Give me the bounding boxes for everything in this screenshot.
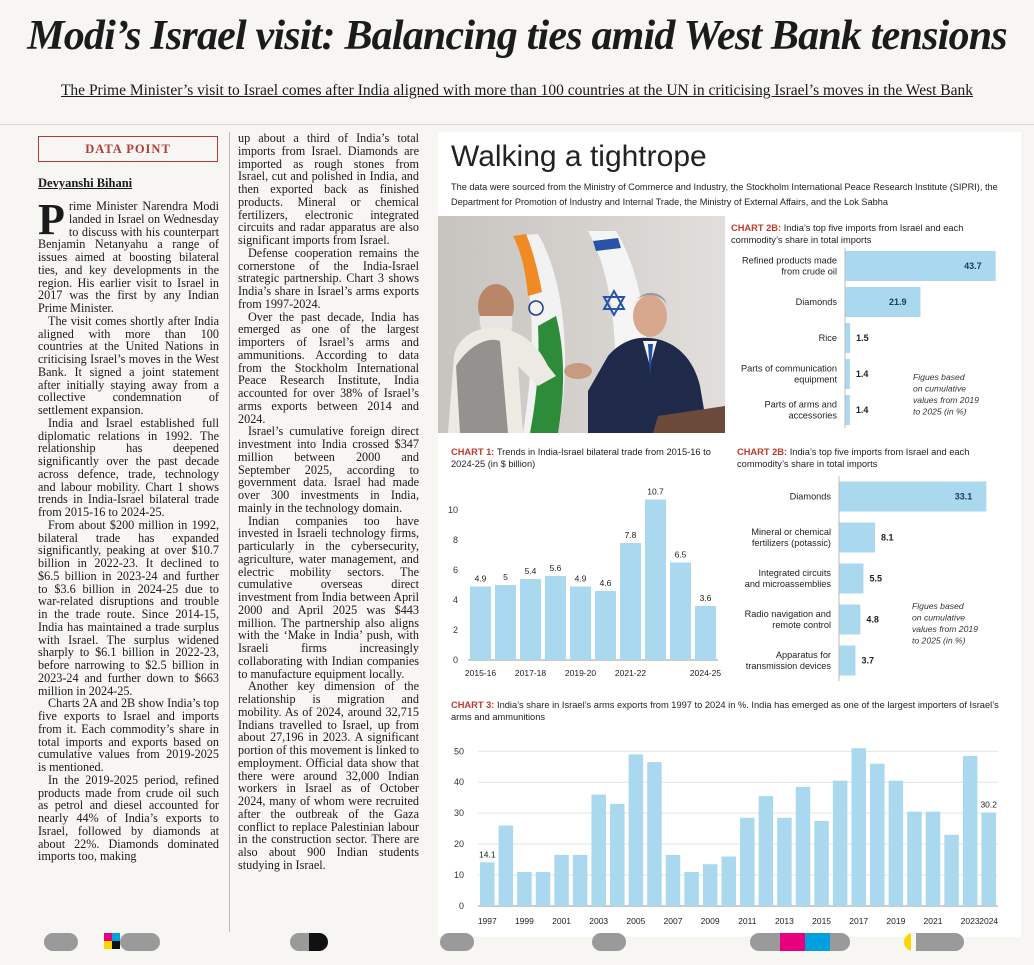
registration-mark [44,933,78,951]
chart2b-value-label: 4.8 [866,614,879,625]
chart3-xtick: 2024 [979,916,999,926]
chart1-value-label: 3.6 [699,593,712,603]
chart2b-note: Figues based [912,601,964,611]
chart2a-category-label: Parts of arms and [764,399,837,410]
chart2b-category-label: Mineral or chemical [751,527,831,537]
chart3-xtick: 2019 [886,916,906,926]
chart1-ytick: 6 [452,565,458,575]
paragraph: up about a third of India’s total imports from Israel. Diamonds are imported as rough stones from Israel, cut and polished in India, and then exported back as finished products. Mineral or chemical fertilizers, electronic integrated circuits and radar apparatus are also significant imports from Israel. [238,132,419,247]
chart2b-category-label: Integrated circuits [758,568,831,578]
chart2a-bar [845,323,850,353]
chart2b-value-label: 5.5 [869,573,882,584]
chart1-value-label: 6.5 [674,549,687,560]
top-divider [0,124,1034,125]
chart3-value-label: 14.1 [479,849,496,860]
subheadline-text: The Prime Minister’s visit to Israel comes after India aligned with more than 100 countries at the UN in criticising Israel’s moves in the West Bank [60,82,974,99]
headline: Modi’s Israel visit: Balancing ties amid West Bank tensions [27,13,1007,59]
chart3-xtick: 2021 [923,916,943,926]
chart2a-value-label: 1.5 [856,333,869,343]
chart3-title: CHART 3: India’s share in Israel’s arms exports from 1997 to 2024 in %. India has emerged as one of the largest importers of Israel’s arms and ammunitions [451,700,999,722]
chart3-bar [536,872,550,906]
chart2b-category-label: and microassemblies [744,579,831,589]
chart2a-note: to 2025 (in %) [913,406,967,417]
chart2b-value-label: 33.1 [954,491,973,502]
chart2b-value-label: 3.7 [861,655,874,666]
byline: Devyanshi Bihani [38,176,133,190]
chart1-value-label: 5 [503,572,508,582]
chart3-bar [647,762,661,906]
chart3-bar [777,818,791,906]
chart3-xtick: 2005 [626,916,646,926]
article-column-2 [238,132,419,934]
chart3-bar [573,855,587,906]
chart2a-category-label: Refined products made [742,255,837,266]
chart2b-note: on cumulative [912,612,966,623]
paragraph: From about $200 million in 1992, bilateral trade has expanded significantly, peaking at over $10.7 billion in 2022-23. It declined to $6.5 billion in 2023-24 and further to $3.6 billion in 2024-25 due to war-related disruptions and trouble in the trade route. Since 2014-15, India has maintained a trade surplus with Israel. The surplus widened sharply to $6.1 billion in 2022-23, before narrowing to $2.5 billion in 2023-24 and further down to $663 million in 2024-25. [38,517,219,698]
chart2a-category-label: Parts of communication [741,363,837,374]
chart2b-imports [727,476,1021,686]
paragraph: India and Israel established full diplomatic relations in 1992. The relationship has deepened significantly over the past decade across defence, trade, technology and labour mobility. Chart 1 shows trends in India-Israel bilateral trade from 2015-16 to 2024-25. [38,415,219,519]
chart1-bar [470,587,491,661]
chart3-bar [870,764,884,906]
chart1-ytick: 0 [452,655,458,665]
chart3-value-label: 30.2 [980,799,997,810]
chart3-bar [666,855,680,906]
chart3-bar [889,781,903,906]
chart1-bar [670,563,691,661]
paragraph: Charts 2A and 2B show India’s top five exports to Israel and imports from it. Each commodity’s share in total imports and exports based on cumulative values from 2019-2025 is mentioned. [38,696,219,774]
article-column-1 [38,200,219,934]
chart3-xtick: 2017 [849,916,869,926]
chart1-bar [695,606,716,660]
chart3-ytick: 50 [453,746,464,757]
chart3-bar [944,835,958,906]
leaders-handshake-photo [438,216,725,433]
chart2b-bar [839,605,860,635]
chart3-xtick: 2011 [738,916,757,926]
chart3-bar [610,804,624,906]
chart3-xtick: 2015 [812,916,832,926]
chart2b-title: CHART 2B: India’s top five imports from Israel and each commodity’s share in total imports [737,447,970,469]
chart1-bar [620,543,641,660]
chart2a-category-label: accessories [788,410,837,421]
chart1-value-label: 7.8 [624,530,637,540]
chart1-value-label: 4.6 [599,578,612,588]
chart3-bar [926,812,940,906]
chart2b-category-label: transmission devices [745,661,831,671]
chart2a-value-label: 1.4 [855,369,869,379]
chart1-value-label: 5.6 [549,563,562,573]
photo-illustration [438,216,725,433]
chart1-bar [570,587,591,661]
chart3-ytick: 10 [453,870,464,881]
chart3-bar [480,862,494,906]
chart3-xtick: 2013 [774,916,794,926]
chart2b-bar [839,523,875,553]
chart1-xtick: 2021-22 [614,668,647,678]
chart3-bar [814,821,828,906]
chart3-ytick: 20 [453,839,464,850]
chart2b-category-label: Radio navigation and [744,609,831,619]
chart1-xtick: 2017-18 [514,668,547,678]
chart2a-category-label: Diamonds [795,297,837,307]
paragraph: rime Minister Narendra Modi landed in Israel on Wednesday to discuss with his counterpart Benjamin Netanyahu a range of issues aimed at boosting bilateral ties, and key developments in the region. His earlier visit to Israel in 2017 was the first by any Indian Prime Minister. [38,200,219,315]
chart1-bar [520,579,541,660]
chart1-value-label: 4.9 [474,573,487,584]
paragraph: Another key dimension of the relationship is migration and mobility. As of 2024, around 32,715 Indians travelled to Israel, up from about 27,196 in 2023. A significant portion of this movement is linked to employment. Official data show that there were around 32,000 Indian workers in Israel as of October 2024, many of whom were recruited after the outbreak of the Gaza conflict to replace Palestinian labour in the construction sector. There are also about 900 Indian students studying in Israel. [238,679,419,872]
chart3-ytick: 0 [458,901,464,911]
chart3-bar [907,812,921,906]
chart2a-note: Figues based [913,372,965,382]
chart1-bar [595,591,616,660]
paragraph: Indian companies too have invested in Israeli technology firms, particularly in the cybersecurity, agriculture, water management, and electric mobility sectors. The cumulative overseas direct investment from India between April 2000 and April 2025 was $443 million. The partnership also aligns with the ‘Make in India’ push, with Israeli firms increasingly collaborating with Indian companies to manufacture equipment locally. [238,513,419,681]
chart1-ytick: 2 [452,625,458,635]
chart2b-category-label: remote control [772,620,831,630]
chart1-ytick: 10 [447,505,458,515]
data-point-label: DATA POINT [38,136,218,162]
chart3-bar [517,872,531,906]
chart2a-category-label: Rice [818,333,837,343]
registration-mark [750,933,850,951]
paragraph: Defense cooperation remains the cornerstone of the India-Israel strategic partnership. Chart 3 shows India’s share in Israel’s arms exports from 1997-2024. [238,245,419,311]
chart1-value-label: 5.4 [524,566,537,576]
chart1-xtick: 2015-16 [464,668,497,678]
chart1-bilateral-trade [440,472,728,688]
chart2a-bar [845,287,920,317]
chart2a-bar [845,359,850,389]
chart3-bar [963,756,977,906]
chart3-arms-share [440,736,1020,932]
chart3-bar [740,818,754,906]
chart3-bar [981,813,995,906]
registration-mark [440,933,474,951]
chart2b-note: values from 2019 [912,624,978,634]
chart3-bar [703,864,717,906]
graphic-title: Walking a tightrope [451,140,707,173]
chart1-bar [545,576,566,660]
chart2a-category-label: from crude oil [781,266,837,277]
chart3-xtick: 2007 [663,916,683,926]
chart1-value-label: 4.9 [574,573,587,584]
chart2a-note: on cumulative [913,383,967,394]
chart2a-note: values from 2019 [913,395,979,405]
chart2b-category-label: fertilizers (potassic) [751,538,831,548]
chart3-ytick: 30 [453,808,464,819]
column-divider [229,132,230,932]
drop-cap: P [38,200,65,244]
chart3-bar [851,748,865,906]
source-note: The data were sourced from the Ministry of Commerce and Industry, the Stockholm International Peace Research Institute (SIPRI), the Department for Promotion of Industry and Internal Trade, the Ministry of External Affairs, and the Lok Sabha [451,182,998,207]
chart3-bar [499,826,513,906]
chart3-xtick: 2009 [700,916,720,926]
chart1-xtick: 2019-20 [564,668,597,678]
chart1-value-label: 10.7 [647,486,664,497]
chart2a-value-label: 43.7 [964,261,982,271]
chart3-xtick: 1997 [477,916,497,926]
paragraph: Israel’s cumulative foreign direct investment into India crossed $347 million between 2000 and September 2025, according to government data. Israel had made over 300 investments in India, mainly in the technology domain. [238,424,419,515]
subheadline [0,82,1034,100]
chart1-bar [645,500,666,661]
chart3-bar [796,787,810,906]
chart3-xtick: 2003 [589,916,609,926]
chart2b-value-label: 8.1 [881,532,894,543]
chart1-xtick: 2024-25 [689,668,722,678]
chart1-bar [495,585,516,660]
paragraph: The visit comes shortly after India aligned with more than 100 countries at the United Nations in criticising Israel’s moves in the West Bank. It signed a joint statement after initially staying away from a collective condemnation of settlement expansion. [38,313,219,417]
chart3-xtick: 2023 [960,916,980,926]
paragraph: In the 2019-2025 period, refined products made from crude oil such as petrol and diesel accounted for nearly 44% of India’s exports to Israel, followed by diamonds at about 22%. Diamonds dominated imports too, making [38,772,219,864]
chart2b-bar [839,646,855,676]
chart1-ytick: 8 [452,535,458,545]
chart2a-value-label: 21.9 [888,297,907,307]
chart3-bar [833,781,847,906]
chart2a-title: CHART 2B: India’s top five imports from Israel and each commodity’s share in total imports [731,223,964,245]
chart2a-category-label: equipment [794,374,837,385]
chart2b-category-label: Diamonds [789,491,831,502]
chart1-title: CHART 1: Trends in India-Israel bilateral trade from 2015-16 to 2024-25 (in $ billion) [451,447,711,469]
chart3-bar [591,795,605,906]
paragraph: Over the past decade, India has emerged as one of the largest importers of Israel’s arms and ammunitions. According to data from the Stockholm International Peace Research Institute, India accounted for over 38% of Israel’s arms exports between 2014 and 2024. [238,309,419,426]
chart3-bar [684,872,698,906]
chart2a-value-label: 1.4 [855,405,869,415]
handshake [564,363,592,379]
chart3-xtick: 1999 [514,916,534,926]
chart2b-category-label: Apparatus for [775,650,831,660]
registration-mark [120,933,160,951]
chart1-ytick: 4 [452,595,458,605]
chart3-xtick: 2001 [552,916,572,926]
chart3-bar [759,796,773,906]
chart3-ytick: 40 [453,777,464,788]
chart3-bar [554,855,568,906]
chart3-bar [629,754,643,906]
registration-mark [904,933,964,951]
chart2a-bar [845,395,850,425]
chart3-bar [721,856,735,906]
chart2b-bar [839,564,863,594]
chart2a-exports [727,248,1021,428]
registration-mark [592,933,626,951]
registration-mark [290,933,328,951]
chart2b-note: to 2025 (in %) [912,635,966,646]
